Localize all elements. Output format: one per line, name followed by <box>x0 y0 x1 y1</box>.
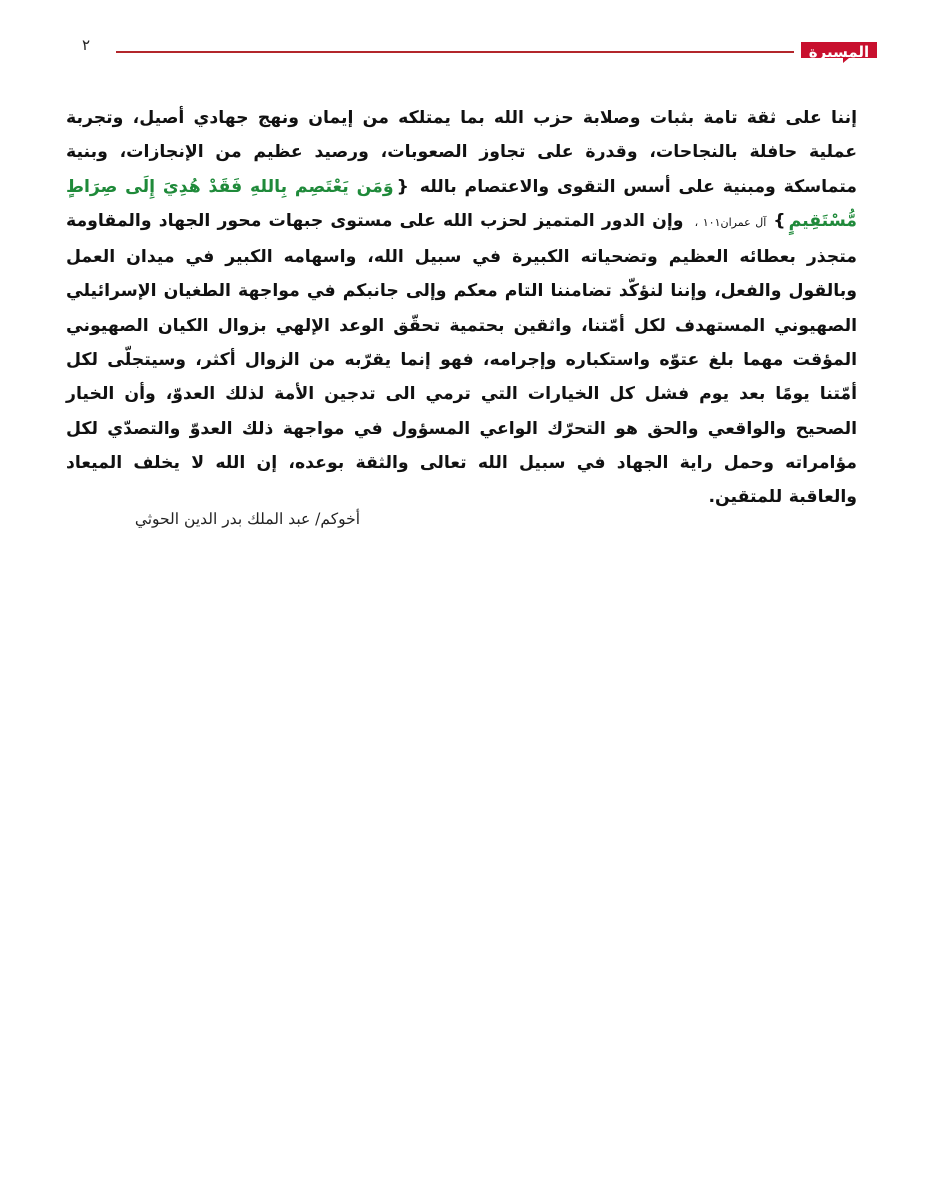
page-number: ٢ <box>82 36 91 54</box>
logo-text: المسيرة <box>808 43 870 61</box>
header-divider <box>116 51 794 53</box>
quran-verse: وَمَن يَعْتَصِم بِاللهِ فَقَدْ هُدِيَ إِلَى صِرَاطٍ مُّسْتَقِيمٍ <box>66 176 857 231</box>
masirah-logo <box>799 40 879 64</box>
verse-reference: آل عمران١٠١ ، <box>694 215 767 229</box>
body-paragraph-part2: وإن الدور المتميز لحزب الله على مستوى جبهات محور الجهاد والمقاومة متجذر بعطائه العظيم وتضحياته الكبيرة في سبيل الله، واسهامه الكبير في ميدان العمل وبالقول والفعل، وإننا لنؤكّد تضامننا التام معكم وإلى جانبكم في مواجهة الطغيان الإسرائيلي الصهيوني المستهدف لكل أمّتنا، واثقين بحتمية تحقّق الوعد الإلهي بزوال الكيان الصهيوني المؤقت مهما بلغ عتوّه واستكباره وإجرامه، فهو إنما يقرّبه من الزوال أكثر، وسيتجلّى لكل أمّتنا يومًا بعد يوم فشل كل الخيارات التي ترمي الى تدجين الأمة لذلك العدوّ، وأن الخيار الصحيح والواقعي والحق هو التحرّك الواعي المسؤول في مواجهة ذلك العدوّ والتصدّي لكل مؤامراته وحمل راية الجهاد في سبيل الله تعالى والثقة بوعده، إن الله لا يخلف الميعاد والعاقبة للمتقين. <box>66 210 857 508</box>
signature: أخوكم/ عبد الملك بدر الدين الحوثي <box>134 510 360 528</box>
verse-close-bracket: } <box>773 210 786 231</box>
body-paragraph-part1: إننا على ثقة تامة بثبات وصلابة حزب الله بما يمتلكه من إيمان ونهج جهادي أصيل، وتجربة عملية حافلة بالنجاحات، وقدرة على تجاوز الصعوبات، ورصيد عظيم من الإنجازات، وبنية متماسكة ومبنية على أسس التقوى والاعتصام بالله <box>66 108 857 197</box>
letter-body <box>66 101 857 515</box>
verse-open-bracket: { <box>396 176 409 197</box>
